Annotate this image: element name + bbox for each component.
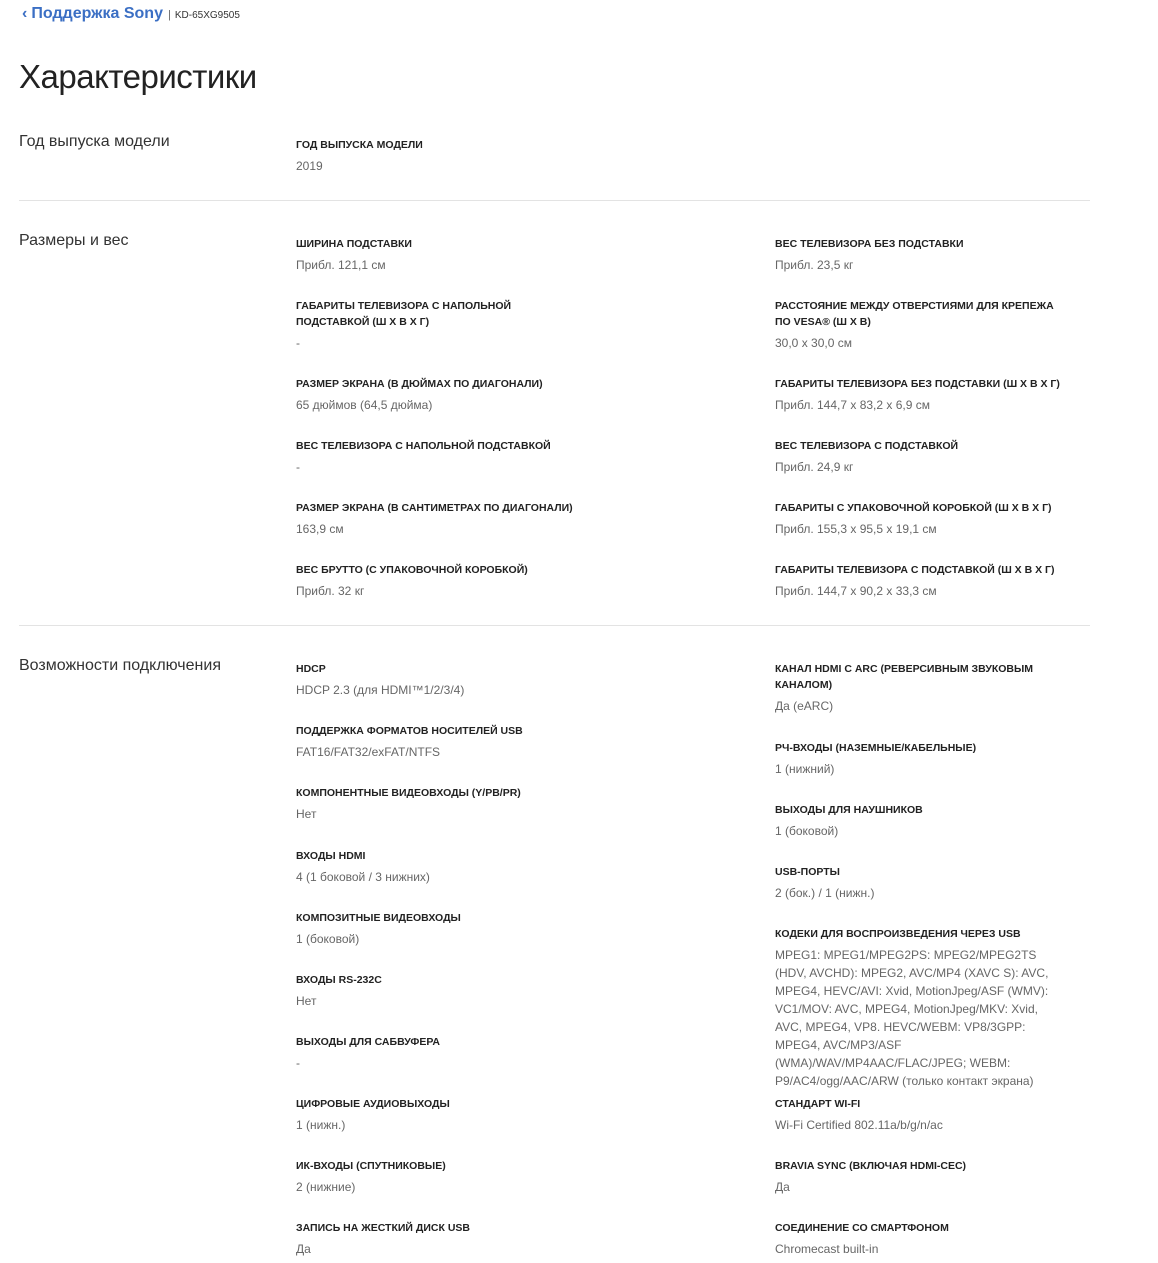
page-title: Характеристики [19,58,257,95]
spec-value: - [296,460,300,474]
spec-label: BRAVIA SYNC (ВКЛЮЧАЯ HDMI-CEC) [775,1160,967,1172]
section-title: Год выпуска модели [19,133,170,150]
spec-label: ГАБАРИТЫ С УПАКОВОЧНОЙ КОРОБКОЙ (Ш Х В Х Г) [775,502,1052,514]
model-number: KD-65XG9505 [174,10,240,21]
spec-item [296,972,586,1034]
spec-item [296,500,586,562]
spec-column-right [775,236,1065,600]
spec-label: КОДЕКИ ДЛЯ ВОСПРОИЗВЕДЕНИЯ ЧЕРЕЗ USB [775,928,1021,940]
spec-value: Да [296,1242,311,1256]
spec-label: РАЗМЕР ЭКРАНА (В САНТИМЕТРАХ ПО ДИАГОНАЛИ) [296,502,573,514]
spec-value: Прибл. 144,7 x 83,2 x 6,9 см [775,398,930,412]
spec-column-left [296,236,586,600]
spec-value: Нет [296,994,317,1008]
spec-label: РЧ-ВХОДЫ (НАЗЕМНЫЕ/КАБЕЛЬНЫЕ) [775,742,977,754]
spec-label: ИК-ВХОДЫ (СПУТНИКОВЫЕ) [296,1160,446,1172]
spec-column-left [296,661,586,1258]
section-title: Возможности подключения [19,657,221,674]
spec-value: 163,9 см [296,522,344,536]
spec-label: ПОДДЕРЖКА ФОРМАТОВ НОСИТЕЛЕЙ USB [296,725,523,737]
spec-value: 4 (1 боковой / 3 нижних) [296,870,430,884]
spec-label: КОМПОЗИТНЫЕ ВИДЕОВХОДЫ [296,912,461,924]
spec-item [775,740,1065,802]
spec-label: ЦИФРОВЫЕ АУДИОВЫХОДЫ [296,1098,450,1110]
spec-label: ВЫХОДЫ ДЛЯ НАУШНИКОВ [775,804,923,816]
section-title: Размеры и вес [19,232,129,249]
spec-value: - [296,1056,300,1070]
spec-label: ВЕС ТЕЛЕВИЗОРА С ПОДСТАВКОЙ [775,440,959,452]
section-model-year [19,133,1090,201]
spec-item [296,1096,586,1158]
spec-item [296,661,586,723]
spec-item [775,298,1065,376]
spec-value: 30,0 x 30,0 см [775,336,852,350]
spec-value: 1 (нижний) [775,762,835,776]
spec-column-left [296,137,586,175]
spec-label: ВЕС БРУТТО (С УПАКОВОЧНОЙ КОРОБКОЙ) [296,564,528,576]
spec-value: Прибл. 144,7 x 90,2 x 33,3 см [775,584,937,598]
spec-label: ВХОДЫ RS-232C [296,974,382,986]
spec-value: Прибл. 155,3 x 95,5 x 19,1 см [775,522,937,536]
back-link-label: Поддержка Sony [31,5,163,22]
spec-label: СТАНДАРТ WI-FI [775,1098,861,1110]
breadcrumb [22,5,240,23]
spec-label: СОЕДИНЕНИЕ СО СМАРТФОНОМ [775,1222,949,1234]
spec-item [775,1096,1065,1158]
spec-item [296,1220,586,1258]
spec-value: Прибл. 23,5 кг [775,258,854,272]
spec-item [775,802,1065,864]
spec-item [775,562,1065,600]
spec-value: Прибл. 121,1 см [296,258,386,272]
spec-label: ЗАПИСЬ НА ЖЕСТКИЙ ДИСК USB [296,1222,470,1234]
spec-item [296,723,586,785]
spec-value: Нет [296,807,317,821]
spec-item [296,376,586,438]
spec-value: Chromecast built-in [775,1242,879,1256]
spec-label: ВХОДЫ HDMI [296,850,366,862]
spec-label: ВЕС ТЕЛЕВИЗОРА С НАПОЛЬНОЙ ПОДСТАВКОЙ [296,440,551,452]
spec-item [296,236,586,298]
spec-column-right [775,661,1065,1258]
chevron-left-icon: ‹ [22,5,28,22]
spec-item [296,785,586,848]
spec-item [296,438,586,500]
spec-value: Прибл. 32 кг [296,584,365,598]
spec-item [775,500,1065,562]
spec-label: ВЫХОДЫ ДЛЯ САБВУФЕРА [296,1036,441,1048]
spec-label: ГАБАРИТЫ ТЕЛЕВИЗОРА БЕЗ ПОДСТАВКИ (Ш Х В Х Г) [775,378,1060,390]
spec-item [296,848,586,910]
spec-label: USB-ПОРТЫ [775,866,840,878]
spec-item [775,438,1065,500]
spec-value: MPEG1: MPEG1/MPEG2PS: MPEG2/MPEG2TS (HDV, AVCHD): MPEG2, AVC/MP4 (XAVC S): AVC, MPEG4, HEVC/AVI: Xvid, MotionJpeg/ASF (WMV): VC1/MOV: AVC, MPEG4, MotionJpeg/MKV: Xvid, AVC, MPEG4, VP8. HEVC/WEBM: VP8/3GPP: MPEG4, AVC/MP3/ASF (WMA)/WAV/MP4AAC/FLAC/JPEG; WEBM: P9/AC4/ogg/AAC/ARW (только контакт экрана) [775,948,1049,1088]
spec-label: ГАБАРИТЫ ТЕЛЕВИЗОРА С ПОДСТАВКОЙ (Ш Х В Х Г) [775,564,1055,576]
spec-value: - [296,336,300,350]
spec-value: Wi-Fi Certified 802.11a/b/g/n/ac [775,1118,943,1132]
back-to-support-link[interactable] [22,5,163,23]
spec-item [296,910,586,972]
breadcrumb-separator: | [167,9,171,21]
spec-item [775,661,1065,740]
spec-item [296,1158,586,1220]
section-connectivity [19,657,1090,1263]
spec-item [296,1034,586,1096]
spec-label: ГАБАРИТЫ ТЕЛЕВИЗОРА С НАПОЛЬНОЙ ПОДСТАВКОЙ (Ш Х В Х Г) [296,300,512,328]
spec-value: 65 дюймов (64,5 дюйма) [296,398,433,412]
spec-value: HDCP 2.3 (для HDMI™1/2/3/4) [296,683,465,697]
spec-label: КАНАЛ HDMI С ARC (РЕВЕРСИВНЫМ ЗВУКОВЫМ КАНАЛОМ) [775,663,1034,691]
spec-value: FAT16/FAT32/exFAT/NTFS [296,745,441,759]
spec-value: 1 (нижн.) [296,1118,346,1132]
spec-item [775,1158,1065,1220]
spec-item [775,864,1065,926]
section-dimensions-weight [19,232,1090,626]
spec-value: Да (eARC) [775,699,834,713]
spec-value: 1 (боковой) [775,824,839,838]
spec-label: ВЕС ТЕЛЕВИЗОРА БЕЗ ПОДСТАВКИ [775,238,964,250]
spec-item [775,1220,1065,1258]
spec-item [775,376,1065,438]
spec-value: Прибл. 24,9 кг [775,460,854,474]
spec-label: РАЗМЕР ЭКРАНА (В ДЮЙМАХ ПО ДИАГОНАЛИ) [296,378,543,390]
spec-value: 2 (нижние) [296,1180,356,1194]
spec-label: РАССТОЯНИЕ МЕЖДУ ОТВЕРСТИЯМИ ДЛЯ КРЕПЕЖА ПО VESA® (Ш Х В) [775,300,1054,328]
spec-item [296,298,586,376]
spec-item [775,926,1065,1096]
spec-value: 2019 [296,159,323,173]
spec-label: ШИРИНА ПОДСТАВКИ [296,238,412,250]
spec-value: 2 (бок.) / 1 (нижн.) [775,886,875,900]
spec-value: 1 (боковой) [296,932,360,946]
spec-label: КОМПОНЕНТНЫЕ ВИДЕОВХОДЫ (Y/PB/PR) [296,787,521,799]
spec-item [296,562,586,600]
spec-value: Да [775,1180,790,1194]
spec-label: HDCP [296,663,326,675]
spec-item [296,137,586,175]
spec-label: ГОД ВЫПУСКА МОДЕЛИ [296,139,423,151]
spec-item [775,236,1065,298]
